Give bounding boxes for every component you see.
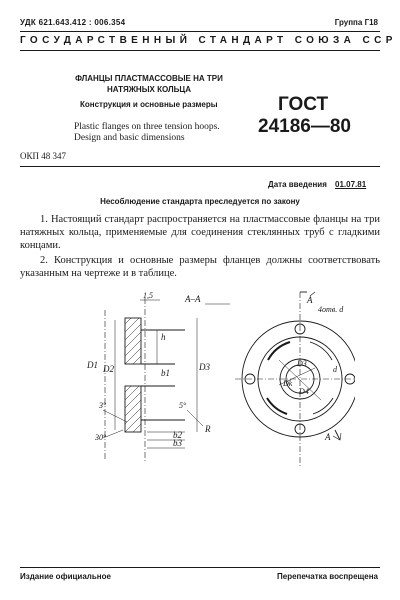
dim-b1: b1 — [161, 368, 170, 378]
section-label: А–А — [185, 294, 201, 304]
date-label: Дата введения — [268, 180, 327, 189]
section-arrow-a-top: A — [307, 295, 313, 305]
header-rule-top — [20, 31, 380, 32]
date-value: 01.07.81 — [335, 180, 367, 189]
title-rule — [20, 166, 380, 167]
holes-label: 4отв. d — [318, 305, 344, 314]
dim-d: d — [333, 365, 337, 374]
dim-b3: b3 — [173, 438, 182, 448]
okp-code: ОКП 48 347 — [20, 151, 67, 161]
section-arrow-a-bottom: A — [325, 432, 331, 442]
footer-reprint: Перепечатка воспрещена — [277, 572, 378, 581]
plan-view — [235, 292, 355, 466]
dim-d1: D1 — [87, 360, 98, 370]
angle-3: 3° — [99, 401, 107, 410]
udc-code: УДК 621.643.412 : 006.354 — [20, 18, 126, 27]
footer-official: Издание официальное — [20, 572, 111, 581]
dim-h: h — [161, 332, 166, 342]
paragraph-2: 2. Конструкция и основные размеры фланцев должны соответствовать указанным на чертеже и в таблице. — [20, 255, 380, 279]
document-subtitle: Конструкция и основные размеры — [80, 100, 218, 109]
angle-5: 5° — [179, 401, 187, 410]
english-title-line1: Plastic flanges on three tension hoops. — [74, 122, 220, 132]
english-title-line2: Design and basic dimensions — [74, 133, 185, 143]
standard-name: ГОСУДАРСТВЕННЫЙ СТАНДАРТ СОЮЗА ССР — [20, 35, 397, 46]
dim-d3: D3 — [199, 362, 210, 372]
paragraph-1: 1. Настоящий стандарт распространяется на пластмассовые фланцы на три натяжных кольца, применяемые для соединения стеклянных труб с гладкими концами. — [20, 214, 380, 251]
dim-d4: D4 — [299, 387, 309, 396]
header-rule-bottom — [20, 50, 380, 51]
dim-dk: Dk — [283, 379, 293, 388]
angle-30: 30° — [95, 433, 107, 442]
document-title: ФЛАНЦЫ ПЛАСТМАССОВЫЕ НА ТРИ НАТЯЖНЫХ КОЛЬЦА — [75, 74, 223, 94]
dim-b2: b2 — [173, 430, 182, 440]
gost-number: 24186—80 — [258, 116, 351, 137]
dim-d3-plan: D3 — [297, 359, 307, 368]
dim-d2: D2 — [103, 364, 114, 374]
gost-label: ГОСТ — [278, 94, 329, 115]
legal-warning: Несоблюдение стандарта преследуется по закону — [100, 197, 300, 206]
section-view — [103, 298, 230, 462]
flange-drawing — [85, 290, 355, 470]
dim-r: R — [205, 424, 211, 434]
dim-1-5: 1,5 — [143, 291, 153, 300]
footer-rule — [20, 567, 380, 568]
group-code: Группа Г18 — [334, 18, 378, 27]
